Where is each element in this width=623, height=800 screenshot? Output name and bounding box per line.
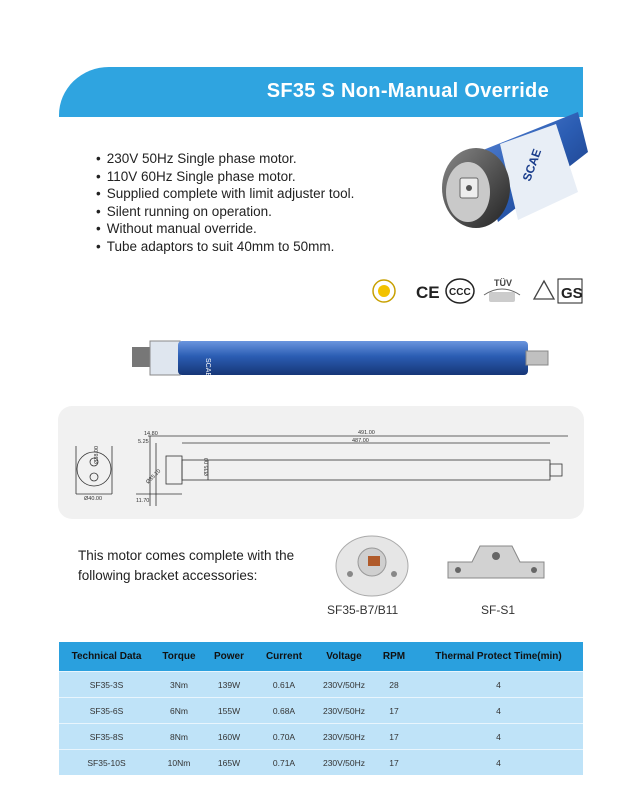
table-cell: 155W	[204, 698, 254, 724]
table-cell: 28	[374, 672, 414, 698]
bracket-text-line: following bracket accessories:	[78, 568, 258, 583]
table-cell: 0.70A	[254, 724, 314, 750]
tube-label: SCAE	[204, 358, 211, 378]
dimension-label: Ø35.00	[204, 457, 210, 476]
ce-mark-icon: CE	[416, 283, 440, 302]
feature-item: • Tube adaptors to suit 40mm to 50mm.	[96, 238, 354, 256]
feature-list	[96, 150, 354, 256]
bracket-label-b7: SF35-B7/B11	[327, 603, 399, 617]
table-cell: 165W	[204, 750, 254, 776]
table-cell: 6Nm	[154, 698, 204, 724]
table-cell: SF35-10S	[59, 750, 154, 776]
table-cell: 230V/50Hz	[314, 672, 374, 698]
table-cell: 0.71A	[254, 750, 314, 776]
column-header: Current	[254, 642, 314, 672]
motor-photo	[438, 112, 588, 230]
feature-item: • 230V 50Hz Single phase motor.	[96, 150, 354, 168]
dimension-label: Ø40.00	[84, 496, 103, 502]
technical-data-table	[59, 642, 583, 775]
table-row	[59, 724, 583, 750]
column-header: Voltage	[314, 642, 374, 672]
table-cell: SF35-3S	[59, 672, 154, 698]
table-cell: 0.61A	[254, 672, 314, 698]
table-header-row	[59, 642, 583, 672]
bracket-description	[78, 546, 294, 586]
table-cell: 139W	[204, 672, 254, 698]
bracket-label-s1: SF-S1	[481, 603, 516, 617]
dimension-label: Ø35.10	[145, 468, 163, 486]
table-cell: 8Nm	[154, 724, 204, 750]
dimension-label: 491.00	[358, 430, 375, 436]
table-cell: SF35-8S	[59, 724, 154, 750]
table-row	[59, 698, 583, 724]
table-cell: 4	[414, 672, 583, 698]
table-cell: 17	[374, 750, 414, 776]
technical-drawing	[58, 406, 584, 519]
column-header: Power	[204, 642, 254, 672]
table-cell: 230V/50Hz	[314, 750, 374, 776]
table-cell: 160W	[204, 724, 254, 750]
table-cell: 3Nm	[154, 672, 204, 698]
title-banner	[59, 67, 583, 117]
tubular-motor-photo	[110, 335, 555, 381]
table-cell: 230V/50Hz	[314, 698, 374, 724]
ccc-mark-icon	[446, 279, 474, 303]
warning-triangle-icon	[534, 281, 554, 299]
dimension-label: 11.70	[136, 498, 150, 504]
dimension-label: Ø38.00	[94, 445, 100, 464]
table-cell: 4	[414, 750, 583, 776]
technical-drawing-panel	[58, 406, 584, 519]
bracket-s1-image	[446, 542, 546, 584]
column-header: Technical Data	[59, 642, 154, 672]
table-cell: 10Nm	[154, 750, 204, 776]
dimension-label: 487.00	[352, 438, 369, 444]
table-cell: 4	[414, 724, 583, 750]
feature-item: • Supplied complete with limit adjuster tool.	[96, 185, 354, 203]
tuv-mark-icon	[484, 278, 520, 302]
svg-text:TÜV: TÜV	[494, 278, 512, 288]
bracket-b7-image	[332, 530, 412, 598]
dimension-label: 14.80	[144, 431, 158, 437]
table-cell: 17	[374, 698, 414, 724]
column-header: Torque	[154, 642, 204, 672]
table-cell: 4	[414, 698, 583, 724]
svg-text:CCC: CCC	[449, 287, 471, 298]
dimension-label: 5.25	[138, 439, 149, 445]
bracket-text-line: This motor comes complete with the	[78, 548, 295, 563]
page-title: SF35 S Non-Manual Override	[266, 80, 549, 102]
certification-logos	[372, 277, 584, 305]
table-cell: 230V/50Hz	[314, 724, 374, 750]
table-row	[59, 750, 583, 776]
feature-item: • 110V 60Hz Single phase motor.	[96, 168, 354, 186]
svg-text:GS: GS	[561, 285, 583, 302]
feature-item: • Without manual override.	[96, 220, 354, 238]
gs-mark-icon	[558, 279, 583, 303]
table-cell: 0.68A	[254, 698, 314, 724]
quality-seal-icon	[373, 280, 395, 302]
column-header: Thermal Protect Time(min)	[414, 642, 583, 672]
motor-label: SCAE	[519, 146, 545, 184]
feature-item: • Silent running on operation.	[96, 203, 354, 221]
column-header: RPM	[374, 642, 414, 672]
table-cell: SF35-6S	[59, 698, 154, 724]
table-row	[59, 672, 583, 698]
table-cell: 17	[374, 724, 414, 750]
